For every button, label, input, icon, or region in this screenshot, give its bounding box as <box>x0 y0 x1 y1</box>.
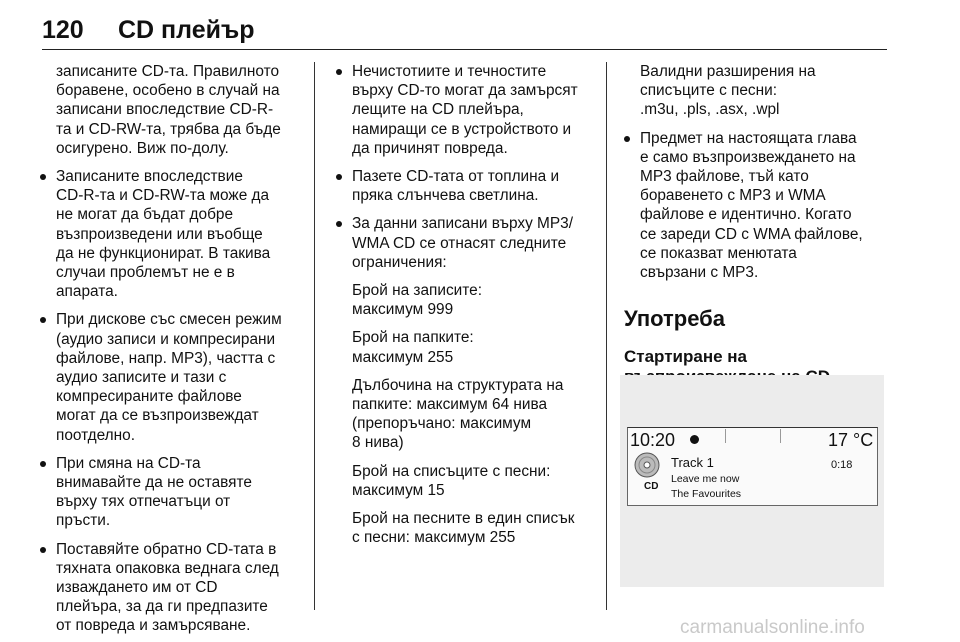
subsection-heading: Стартиране на <box>624 347 748 367</box>
bullet-item: Нечистотиите и течностите върху CD-то могат да замърсят лещите на CD плейъра, намиращи се в устройството и да причинят повреда. <box>336 62 598 158</box>
bullet-item: Пазете CD-тата от топлина и пряка слънчева светлина. <box>336 167 598 205</box>
limit-entry: Брой на песните в един списък с песни: максимум 255 <box>352 510 575 547</box>
limit-entry: Брой на записите: максимум 999 <box>352 282 482 319</box>
bullet-dot <box>336 69 342 75</box>
status-dot-icon <box>690 435 699 444</box>
clock-display: 10:20 <box>630 430 676 450</box>
cd-player-screen <box>620 375 884 587</box>
intro-paragraph: записаните CD-та. Правилното боравене, особено в случай на записани впоследствие CD-R- та и CD-RW-та, трябва да бъде осигурено. Виж по-долу. <box>56 63 281 157</box>
bullet-dot <box>624 136 630 142</box>
status-divider <box>725 429 726 443</box>
bullet-item: При дискове със смесен режим (аудио записи и компресирани файлове, напр. MP3), частта с аудио записите и тази с компресираните файлове могат да се възпроизвеждат поотделно. <box>40 310 306 444</box>
section-heading: Употреба <box>624 306 726 332</box>
limit-entry: Брой на списъците с песни: максимум 15 <box>352 462 551 499</box>
bullet-dot <box>336 174 342 180</box>
artist-name: The Favourites <box>671 488 742 500</box>
continuation-paragraph: Валидни разширения на списъците с песни: .m3u, .pls, .asx, .wpl <box>640 63 816 119</box>
temperature-display: 17 °C <box>828 430 874 450</box>
watermark: carmanualsonline.info <box>680 617 865 638</box>
column-divider <box>314 62 315 610</box>
bullet-dot <box>40 174 46 180</box>
bullet-dot <box>336 221 342 227</box>
column-divider <box>606 62 607 610</box>
bullet-dot <box>40 547 46 553</box>
source-label: CD <box>644 481 659 492</box>
bullet-item: Записаните впоследствие CD-R-та и CD-RW-та може да не могат да бъдат добре възпроизведени или въобще да не функционират. В такива случаи проблемът не е в апарата. <box>40 167 306 301</box>
column-1 <box>40 62 306 636</box>
page-title: CD плейър <box>118 16 255 44</box>
limit-entry: Дълбочина на структурата на папките: максимум 64 нива (препоръчано: максимум 8 нива) <box>352 376 564 452</box>
song-title: Leave me now <box>671 473 740 485</box>
page-number: 120 <box>42 16 84 44</box>
bullet-dot <box>40 461 46 467</box>
bullet-item: Поставяйте обратно CD-тата в тяхната опаковка веднага след изваждането им от CD плейъра, за да ги предпазите от повреда и замърсяване. <box>40 540 306 636</box>
track-title: Track 1 <box>671 455 714 470</box>
column-3 <box>624 62 892 387</box>
page-header <box>42 8 887 50</box>
track-time: 0:18 <box>831 459 853 471</box>
bullet-item: При смяна на CD-та внимавайте да не оставяте върху тях отпечатъци от пръсти. <box>40 454 306 531</box>
bullet-item: Предмет на настоящата глава е само възпроизвеждането на MP3 файлове, тъй като боравенето с MP3 и WMA файлове е идентично. Когато се зареди CD с WMA файлове, се показват менютата свързани с MP3. <box>624 129 892 283</box>
bullet-dot <box>40 317 46 323</box>
cd-disc-icon <box>634 452 660 478</box>
column-2 <box>336 62 598 547</box>
status-divider <box>780 429 781 443</box>
bullet-item: За данни записани върху MP3/ WMA CD се отнасят следните ограничения: <box>336 214 598 272</box>
limit-entry: Брой на папките: максимум 255 <box>352 329 474 366</box>
